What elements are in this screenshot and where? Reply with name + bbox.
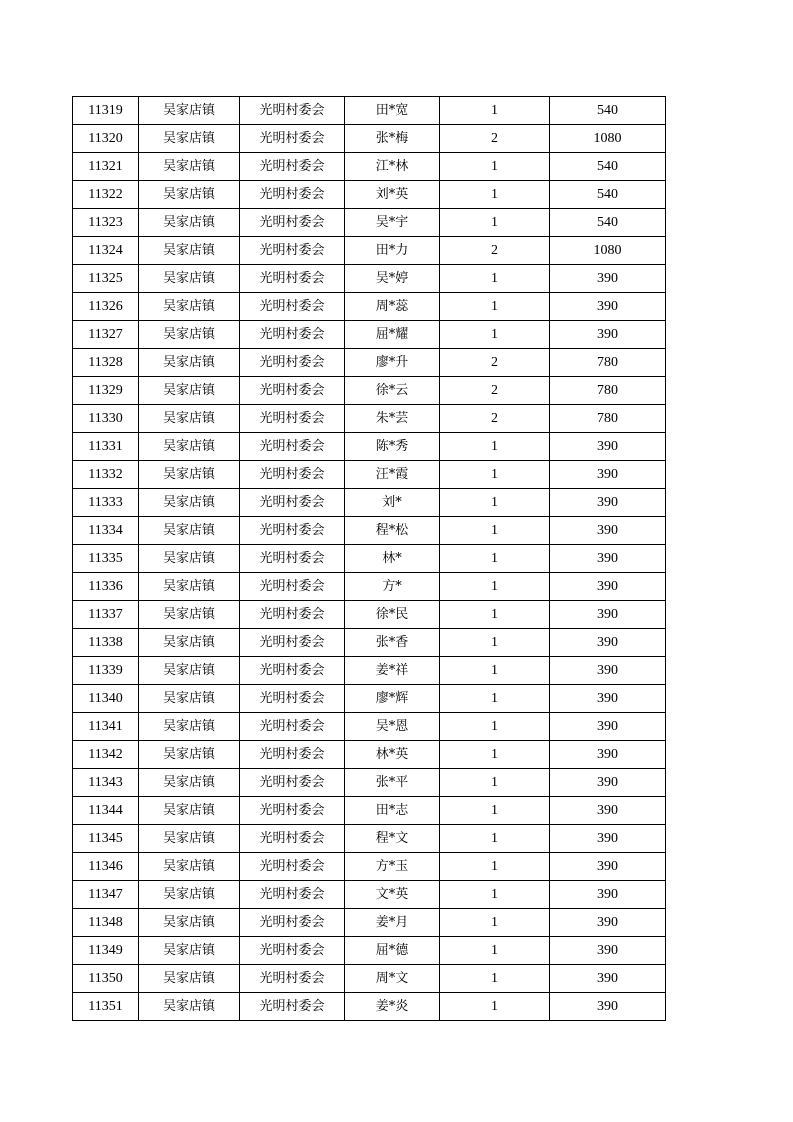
person-name-cell: 周*文 [345, 965, 440, 993]
person-name-cell: 程*松 [345, 517, 440, 545]
village-cell: 光明村委会 [240, 881, 345, 909]
amount-cell: 390 [550, 433, 666, 461]
town-cell: 吴家店镇 [139, 293, 240, 321]
serial-number-cell: 11321 [73, 153, 139, 181]
serial-number-cell: 11322 [73, 181, 139, 209]
people-count-cell: 1 [440, 601, 550, 629]
people-count-cell: 1 [440, 713, 550, 741]
person-name-cell: 吴*宇 [345, 209, 440, 237]
village-cell: 光明村委会 [240, 825, 345, 853]
person-name-cell: 吴*恩 [345, 713, 440, 741]
village-cell: 光明村委会 [240, 629, 345, 657]
table-row [73, 405, 666, 433]
person-name-cell: 汪*霞 [345, 461, 440, 489]
person-name-cell: 方* [345, 573, 440, 601]
serial-number-cell: 11336 [73, 573, 139, 601]
town-cell: 吴家店镇 [139, 657, 240, 685]
amount-cell: 390 [550, 573, 666, 601]
village-cell: 光明村委会 [240, 685, 345, 713]
amount-cell: 390 [550, 797, 666, 825]
table-row [73, 825, 666, 853]
person-name-cell: 姜*祥 [345, 657, 440, 685]
person-name-cell: 田*志 [345, 797, 440, 825]
amount-cell: 390 [550, 685, 666, 713]
person-name-cell: 方*玉 [345, 853, 440, 881]
town-cell: 吴家店镇 [139, 377, 240, 405]
person-name-cell: 徐*云 [345, 377, 440, 405]
town-cell: 吴家店镇 [139, 545, 240, 573]
serial-number-cell: 11332 [73, 461, 139, 489]
serial-number-cell: 11331 [73, 433, 139, 461]
village-cell: 光明村委会 [240, 209, 345, 237]
village-cell: 光明村委会 [240, 377, 345, 405]
amount-cell: 390 [550, 657, 666, 685]
town-cell: 吴家店镇 [139, 993, 240, 1021]
village-cell: 光明村委会 [240, 125, 345, 153]
amount-cell: 390 [550, 265, 666, 293]
village-cell: 光明村委会 [240, 153, 345, 181]
serial-number-cell: 11325 [73, 265, 139, 293]
village-cell: 光明村委会 [240, 489, 345, 517]
town-cell: 吴家店镇 [139, 965, 240, 993]
table-row [73, 685, 666, 713]
serial-number-cell: 11342 [73, 741, 139, 769]
table-row [73, 881, 666, 909]
table-row [73, 713, 666, 741]
village-cell: 光明村委会 [240, 797, 345, 825]
people-count-cell: 2 [440, 377, 550, 405]
serial-number-cell: 11320 [73, 125, 139, 153]
amount-cell: 390 [550, 769, 666, 797]
table-row [73, 741, 666, 769]
table-row [73, 657, 666, 685]
town-cell: 吴家店镇 [139, 517, 240, 545]
serial-number-cell: 11330 [73, 405, 139, 433]
serial-number-cell: 11345 [73, 825, 139, 853]
people-count-cell: 1 [440, 909, 550, 937]
village-cell: 光明村委会 [240, 461, 345, 489]
serial-number-cell: 11340 [73, 685, 139, 713]
serial-number-cell: 11324 [73, 237, 139, 265]
town-cell: 吴家店镇 [139, 853, 240, 881]
serial-number-cell: 11346 [73, 853, 139, 881]
town-cell: 吴家店镇 [139, 237, 240, 265]
table-row [73, 97, 666, 125]
town-cell: 吴家店镇 [139, 601, 240, 629]
amount-cell: 390 [550, 881, 666, 909]
person-name-cell: 周*蕊 [345, 293, 440, 321]
people-count-cell: 2 [440, 349, 550, 377]
serial-number-cell: 11339 [73, 657, 139, 685]
town-cell: 吴家店镇 [139, 825, 240, 853]
person-name-cell: 田*力 [345, 237, 440, 265]
people-count-cell: 1 [440, 657, 550, 685]
people-count-cell: 1 [440, 461, 550, 489]
person-name-cell: 林*英 [345, 741, 440, 769]
amount-cell: 540 [550, 209, 666, 237]
village-cell: 光明村委会 [240, 965, 345, 993]
table-row [73, 937, 666, 965]
table-row [73, 909, 666, 937]
people-count-cell: 2 [440, 125, 550, 153]
people-count-cell: 1 [440, 433, 550, 461]
amount-cell: 390 [550, 853, 666, 881]
town-cell: 吴家店镇 [139, 405, 240, 433]
subsidy-table [72, 96, 666, 1021]
amount-cell: 390 [550, 713, 666, 741]
village-cell: 光明村委会 [240, 349, 345, 377]
people-count-cell: 1 [440, 321, 550, 349]
table-row [73, 265, 666, 293]
serial-number-cell: 11348 [73, 909, 139, 937]
town-cell: 吴家店镇 [139, 489, 240, 517]
amount-cell: 780 [550, 405, 666, 433]
town-cell: 吴家店镇 [139, 909, 240, 937]
person-name-cell: 江*林 [345, 153, 440, 181]
village-cell: 光明村委会 [240, 405, 345, 433]
amount-cell: 390 [550, 909, 666, 937]
serial-number-cell: 11341 [73, 713, 139, 741]
people-count-cell: 1 [440, 209, 550, 237]
people-count-cell: 1 [440, 265, 550, 293]
person-name-cell: 张*香 [345, 629, 440, 657]
person-name-cell: 刘* [345, 489, 440, 517]
people-count-cell: 1 [440, 545, 550, 573]
people-count-cell: 2 [440, 405, 550, 433]
people-count-cell: 1 [440, 965, 550, 993]
people-count-cell: 1 [440, 741, 550, 769]
serial-number-cell: 11349 [73, 937, 139, 965]
person-name-cell: 张*梅 [345, 125, 440, 153]
people-count-cell: 1 [440, 825, 550, 853]
person-name-cell: 陈*秀 [345, 433, 440, 461]
table-row [73, 181, 666, 209]
serial-number-cell: 11326 [73, 293, 139, 321]
amount-cell: 390 [550, 965, 666, 993]
town-cell: 吴家店镇 [139, 321, 240, 349]
village-cell: 光明村委会 [240, 769, 345, 797]
table-row [73, 237, 666, 265]
town-cell: 吴家店镇 [139, 153, 240, 181]
town-cell: 吴家店镇 [139, 797, 240, 825]
village-cell: 光明村委会 [240, 909, 345, 937]
serial-number-cell: 11350 [73, 965, 139, 993]
people-count-cell: 1 [440, 853, 550, 881]
people-count-cell: 1 [440, 881, 550, 909]
amount-cell: 390 [550, 293, 666, 321]
person-name-cell: 田*宽 [345, 97, 440, 125]
amount-cell: 390 [550, 517, 666, 545]
amount-cell: 390 [550, 545, 666, 573]
table-row [73, 461, 666, 489]
town-cell: 吴家店镇 [139, 209, 240, 237]
serial-number-cell: 11343 [73, 769, 139, 797]
people-count-cell: 1 [440, 517, 550, 545]
amount-cell: 390 [550, 489, 666, 517]
people-count-cell: 1 [440, 181, 550, 209]
person-name-cell: 屈*德 [345, 937, 440, 965]
table-row [73, 965, 666, 993]
amount-cell: 1080 [550, 125, 666, 153]
amount-cell: 1080 [550, 237, 666, 265]
village-cell: 光明村委会 [240, 433, 345, 461]
table-row [73, 629, 666, 657]
serial-number-cell: 11329 [73, 377, 139, 405]
people-count-cell: 1 [440, 797, 550, 825]
serial-number-cell: 11338 [73, 629, 139, 657]
amount-cell: 390 [550, 937, 666, 965]
serial-number-cell: 11344 [73, 797, 139, 825]
serial-number-cell: 11347 [73, 881, 139, 909]
person-name-cell: 姜*炎 [345, 993, 440, 1021]
village-cell: 光明村委会 [240, 601, 345, 629]
amount-cell: 540 [550, 153, 666, 181]
table-row [73, 601, 666, 629]
amount-cell: 780 [550, 349, 666, 377]
serial-number-cell: 11334 [73, 517, 139, 545]
serial-number-cell: 11337 [73, 601, 139, 629]
amount-cell: 540 [550, 181, 666, 209]
village-cell: 光明村委会 [240, 713, 345, 741]
amount-cell: 390 [550, 741, 666, 769]
person-name-cell: 吴*婷 [345, 265, 440, 293]
amount-cell: 540 [550, 97, 666, 125]
people-count-cell: 1 [440, 489, 550, 517]
town-cell: 吴家店镇 [139, 713, 240, 741]
table-row [73, 993, 666, 1021]
village-cell: 光明村委会 [240, 741, 345, 769]
town-cell: 吴家店镇 [139, 685, 240, 713]
town-cell: 吴家店镇 [139, 629, 240, 657]
person-name-cell: 廖*辉 [345, 685, 440, 713]
table-row [73, 433, 666, 461]
table-row [73, 349, 666, 377]
people-count-cell: 1 [440, 993, 550, 1021]
village-cell: 光明村委会 [240, 97, 345, 125]
people-count-cell: 1 [440, 685, 550, 713]
town-cell: 吴家店镇 [139, 573, 240, 601]
person-name-cell: 张*平 [345, 769, 440, 797]
serial-number-cell: 11335 [73, 545, 139, 573]
town-cell: 吴家店镇 [139, 97, 240, 125]
village-cell: 光明村委会 [240, 573, 345, 601]
person-name-cell: 林* [345, 545, 440, 573]
amount-cell: 780 [550, 377, 666, 405]
town-cell: 吴家店镇 [139, 937, 240, 965]
serial-number-cell: 11319 [73, 97, 139, 125]
village-cell: 光明村委会 [240, 657, 345, 685]
town-cell: 吴家店镇 [139, 125, 240, 153]
amount-cell: 390 [550, 601, 666, 629]
amount-cell: 390 [550, 461, 666, 489]
village-cell: 光明村委会 [240, 517, 345, 545]
table-row [73, 209, 666, 237]
people-count-cell: 1 [440, 629, 550, 657]
table-row [73, 769, 666, 797]
village-cell: 光明村委会 [240, 937, 345, 965]
town-cell: 吴家店镇 [139, 349, 240, 377]
people-count-cell: 1 [440, 937, 550, 965]
town-cell: 吴家店镇 [139, 881, 240, 909]
table-body [73, 97, 666, 1021]
people-count-cell: 2 [440, 237, 550, 265]
serial-number-cell: 11323 [73, 209, 139, 237]
village-cell: 光明村委会 [240, 181, 345, 209]
serial-number-cell: 11327 [73, 321, 139, 349]
village-cell: 光明村委会 [240, 321, 345, 349]
town-cell: 吴家店镇 [139, 741, 240, 769]
amount-cell: 390 [550, 629, 666, 657]
table-row [73, 125, 666, 153]
serial-number-cell: 11351 [73, 993, 139, 1021]
village-cell: 光明村委会 [240, 993, 345, 1021]
person-name-cell: 程*文 [345, 825, 440, 853]
table-row [73, 377, 666, 405]
table-row [73, 293, 666, 321]
person-name-cell: 廖*升 [345, 349, 440, 377]
table-row [73, 489, 666, 517]
person-name-cell: 徐*民 [345, 601, 440, 629]
person-name-cell: 刘*英 [345, 181, 440, 209]
town-cell: 吴家店镇 [139, 461, 240, 489]
village-cell: 光明村委会 [240, 853, 345, 881]
town-cell: 吴家店镇 [139, 433, 240, 461]
person-name-cell: 屈*耀 [345, 321, 440, 349]
table-row [73, 573, 666, 601]
village-cell: 光明村委会 [240, 545, 345, 573]
table-row [73, 797, 666, 825]
serial-number-cell: 11328 [73, 349, 139, 377]
amount-cell: 390 [550, 825, 666, 853]
people-count-cell: 1 [440, 769, 550, 797]
town-cell: 吴家店镇 [139, 181, 240, 209]
person-name-cell: 朱*芸 [345, 405, 440, 433]
town-cell: 吴家店镇 [139, 769, 240, 797]
amount-cell: 390 [550, 993, 666, 1021]
person-name-cell: 姜*月 [345, 909, 440, 937]
people-count-cell: 1 [440, 293, 550, 321]
people-count-cell: 1 [440, 153, 550, 181]
town-cell: 吴家店镇 [139, 265, 240, 293]
amount-cell: 390 [550, 321, 666, 349]
person-name-cell: 文*英 [345, 881, 440, 909]
people-count-cell: 1 [440, 97, 550, 125]
people-count-cell: 1 [440, 573, 550, 601]
village-cell: 光明村委会 [240, 293, 345, 321]
table-row [73, 517, 666, 545]
serial-number-cell: 11333 [73, 489, 139, 517]
table-row [73, 153, 666, 181]
village-cell: 光明村委会 [240, 265, 345, 293]
table-row [73, 853, 666, 881]
table-row [73, 321, 666, 349]
village-cell: 光明村委会 [240, 237, 345, 265]
table-row [73, 545, 666, 573]
